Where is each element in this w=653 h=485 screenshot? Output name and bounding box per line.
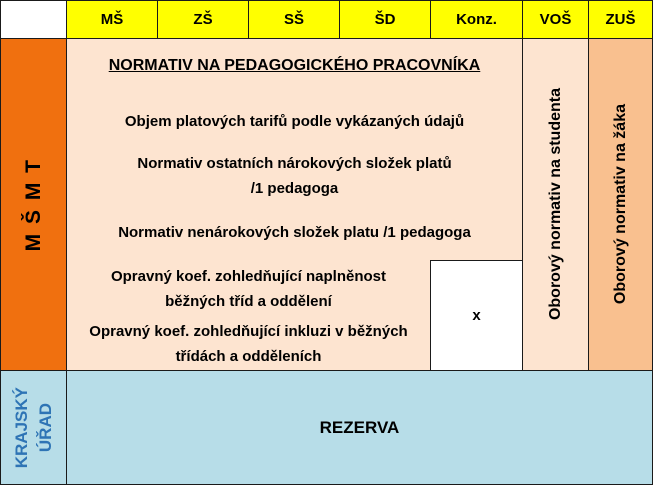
- coef-naplnenost-line1: Opravný koef. zohledňující naplněnost: [110, 268, 387, 285]
- zus-label: Oborový normativ na žáka: [611, 104, 629, 305]
- coef-inkluze-line2: třídách a odděleních: [175, 348, 322, 365]
- normativ-title: NORMATIV NA PEDAGOGICKÉHO PRACOVNÍKA: [108, 57, 481, 74]
- krajsky-label-line2: ÚŘAD: [35, 402, 55, 453]
- normativ-item-narokove-line2: /1 pedagoga: [250, 180, 339, 197]
- header-vos: VOŠ: [522, 0, 589, 39]
- krajsky-label-line1: KRAJSKÝ: [11, 386, 31, 469]
- normativ-item-tarify: Objem platových tarifů podle vykázaných údajů: [124, 113, 465, 130]
- header-zs: ZŠ: [157, 0, 249, 39]
- konz-x-cell: x: [430, 260, 523, 371]
- header-sd: ŠD: [339, 0, 431, 39]
- coef-inkluze-line1: Opravný koef. zohledňující inkluzi v běžných: [89, 323, 408, 340]
- vos-label: Oborový normativ na studenta: [546, 88, 564, 321]
- header-ms: MŠ: [66, 0, 158, 39]
- normativ-item-narokove-line1: Normativ ostatních nárokových složek platů: [137, 155, 452, 172]
- krajsky-cell: [0, 370, 67, 485]
- header-corner: [0, 0, 67, 39]
- normativ-item-nenarokove: Normativ nenárokových složek platu /1 pedagoga: [118, 224, 471, 241]
- coef-naplnenost-line2: běžných tříd a oddělení: [165, 293, 332, 310]
- msmt-cell: [0, 38, 67, 371]
- header-ss: SŠ: [248, 0, 340, 39]
- vos-cell: [522, 38, 589, 371]
- rezerva-cell: REZERVA: [66, 370, 653, 485]
- msmt-label: M Š M T: [21, 157, 45, 252]
- header-konz: Konz.: [430, 0, 523, 39]
- header-zus: ZUŠ: [588, 0, 653, 39]
- zus-cell: [588, 38, 653, 371]
